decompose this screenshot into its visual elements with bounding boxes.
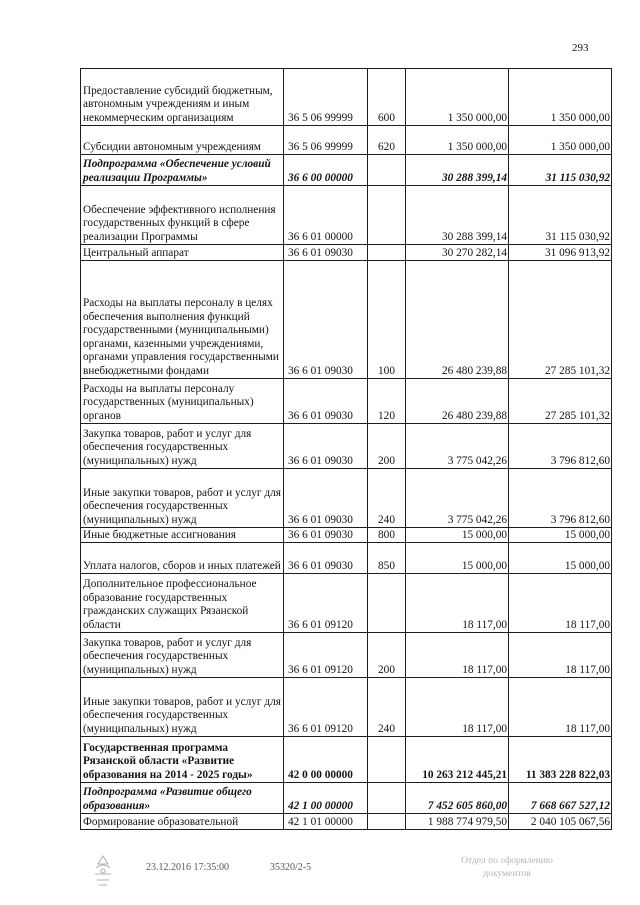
table-row	[81, 469, 612, 528]
row-amount-2017: 18 117,00	[509, 678, 612, 737]
row-expense-type: 240	[368, 678, 406, 737]
row-amount-2016: 1 350 000,00	[406, 126, 509, 155]
row-code: 36 6 01 09030	[284, 528, 368, 543]
row-name: Предоставление субсидий бюджетным, автономным учреждениям и иным некоммерческим организациям	[81, 69, 284, 126]
row-amount-2017: 15 000,00	[509, 543, 612, 574]
row-code: 36 6 01 09030	[284, 469, 368, 528]
table-row	[81, 126, 612, 155]
row-code: 36 6 01 09120	[284, 633, 368, 678]
row-code: 36 5 06 99999	[284, 126, 368, 155]
row-expense-type: 100	[368, 261, 406, 379]
row-amount-2016: 3 775 042,26	[406, 469, 509, 528]
row-amount-2017: 3 796 812,60	[509, 424, 612, 469]
footer-datetime: 23.12.2016 17:35:00	[146, 862, 230, 873]
row-amount-2016: 30 288 399,14	[406, 155, 509, 186]
page-number: 293	[572, 42, 589, 54]
row-name: Иные закупки товаров, работ и услуг для обеспечения государственных (муниципальных) нужд	[81, 678, 284, 737]
budget-table-body	[81, 69, 612, 830]
row-amount-2017: 18 117,00	[509, 574, 612, 633]
row-code: 42 1 01 00000	[284, 814, 368, 830]
table-row	[81, 543, 612, 574]
table-row	[81, 261, 612, 379]
row-code: 42 0 00 00000	[284, 737, 368, 783]
row-amount-2016: 26 480 239,88	[406, 379, 509, 424]
row-expense-type	[368, 783, 406, 814]
row-code: 36 6 00 00000	[284, 155, 368, 186]
row-code: 36 6 01 00000	[284, 186, 368, 245]
row-amount-2016: 3 775 042,26	[406, 424, 509, 469]
row-amount-2017: 27 285 101,32	[509, 379, 612, 424]
row-name: Формирование образовательной	[81, 814, 284, 830]
row-code: 36 6 01 09030	[284, 245, 368, 261]
row-name: Закупка товаров, работ и услуг для обеспечения государственных (муниципальных) нужд	[81, 633, 284, 678]
row-code: 36 5 06 99999	[284, 69, 368, 126]
footer-doc-id: 35320/2-5	[270, 862, 312, 873]
row-amount-2017: 31 096 913,92	[509, 245, 612, 261]
row-name: Расходы на выплаты персоналу в целях обеспечения выполнения функций государственными (муниципальными) органами, казенными учреждениями, органами управления государственными внебюджетными фондами	[81, 261, 284, 379]
row-amount-2016: 18 117,00	[406, 574, 509, 633]
row-amount-2017: 11 383 228 822,03	[509, 737, 612, 783]
row-amount-2016: 15 000,00	[406, 543, 509, 574]
row-code: 36 6 01 09030	[284, 543, 368, 574]
row-name: Подпрограмма «Обеспечение условий реализации Программы»	[81, 155, 284, 186]
row-expense-type	[368, 574, 406, 633]
stamp-text: Отдел по оформлению документов	[461, 856, 553, 879]
row-name: Дополнительное профессиональное образование государственных гражданских служащих Рязанской области	[81, 574, 284, 633]
row-amount-2017: 3 796 812,60	[509, 469, 612, 528]
row-expense-type: 200	[368, 424, 406, 469]
row-amount-2016: 10 263 212 445,21	[406, 737, 509, 783]
row-name: Уплата налогов, сборов и иных платежей	[81, 543, 284, 574]
row-amount-2016: 30 270 282,14	[406, 245, 509, 261]
row-name: Иные бюджетные ассигнования	[81, 528, 284, 543]
row-amount-2017: 1 350 000,00	[509, 126, 612, 155]
row-code: 36 6 01 09030	[284, 424, 368, 469]
table-row	[81, 783, 612, 814]
row-amount-2017: 7 668 667 527,12	[509, 783, 612, 814]
row-amount-2016: 30 288 399,14	[406, 186, 509, 245]
row-expense-type: 850	[368, 543, 406, 574]
row-expense-type	[368, 155, 406, 186]
row-code: 36 6 01 09030	[284, 261, 368, 379]
row-amount-2016: 18 117,00	[406, 678, 509, 737]
row-amount-2017: 2 040 105 067,56	[509, 814, 612, 830]
table-row	[81, 574, 612, 633]
row-name: Иные закупки товаров, работ и услуг для обеспечения государственных (муниципальных) нужд	[81, 469, 284, 528]
row-expense-type: 800	[368, 528, 406, 543]
row-amount-2017: 31 115 030,92	[509, 186, 612, 245]
row-amount-2017: 1 350 000,00	[509, 69, 612, 126]
row-expense-type: 120	[368, 379, 406, 424]
row-amount-2016: 1 350 000,00	[406, 69, 509, 126]
emblem-icon	[92, 854, 114, 890]
row-expense-type	[368, 186, 406, 245]
table-row	[81, 424, 612, 469]
table-row	[81, 737, 612, 783]
row-name: Государственная программа Рязанской области «Развитие образования на 2014 - 2025 годы»	[81, 737, 284, 783]
row-amount-2017: 18 117,00	[509, 633, 612, 678]
row-name: Обеспечение эффективного исполнения государственных функций в сфере реализации Программы	[81, 186, 284, 245]
row-expense-type: 620	[368, 126, 406, 155]
row-code: 36 6 01 09120	[284, 678, 368, 737]
table-row	[81, 155, 612, 186]
row-amount-2016: 7 452 605 860,00	[406, 783, 509, 814]
row-name: Субсидии автономным учреждениям	[81, 126, 284, 155]
row-code: 36 6 01 09030	[284, 379, 368, 424]
table-row	[81, 814, 612, 830]
row-expense-type: 200	[368, 633, 406, 678]
table-row	[81, 69, 612, 126]
row-name: Закупка товаров, работ и услуг для обеспечения государственных (муниципальных) нужд	[81, 424, 284, 469]
row-amount-2016: 1 988 774 979,50	[406, 814, 509, 830]
row-amount-2017: 31 115 030,92	[509, 155, 612, 186]
table-row	[81, 379, 612, 424]
row-expense-type	[368, 737, 406, 783]
row-amount-2016: 18 117,00	[406, 633, 509, 678]
table-row	[81, 633, 612, 678]
table-row	[81, 528, 612, 543]
row-amount-2017: 15 000,00	[509, 528, 612, 543]
row-amount-2016: 15 000,00	[406, 528, 509, 543]
row-name: Подпрограмма «Развитие общего образования»	[81, 783, 284, 814]
budget-table	[80, 68, 612, 830]
row-amount-2016: 26 480 239,88	[406, 261, 509, 379]
row-expense-type	[368, 814, 406, 830]
row-name: Расходы на выплаты персоналу государственных (муниципальных) органов	[81, 379, 284, 424]
table-row	[81, 186, 612, 245]
row-code: 42 1 00 00000	[284, 783, 368, 814]
row-amount-2017: 27 285 101,32	[509, 261, 612, 379]
table-row	[81, 245, 612, 261]
row-expense-type: 240	[368, 469, 406, 528]
row-expense-type: 600	[368, 69, 406, 126]
row-name: Центральный аппарат	[81, 245, 284, 261]
row-code: 36 6 01 09120	[284, 574, 368, 633]
row-expense-type	[368, 245, 406, 261]
table-row	[81, 678, 612, 737]
